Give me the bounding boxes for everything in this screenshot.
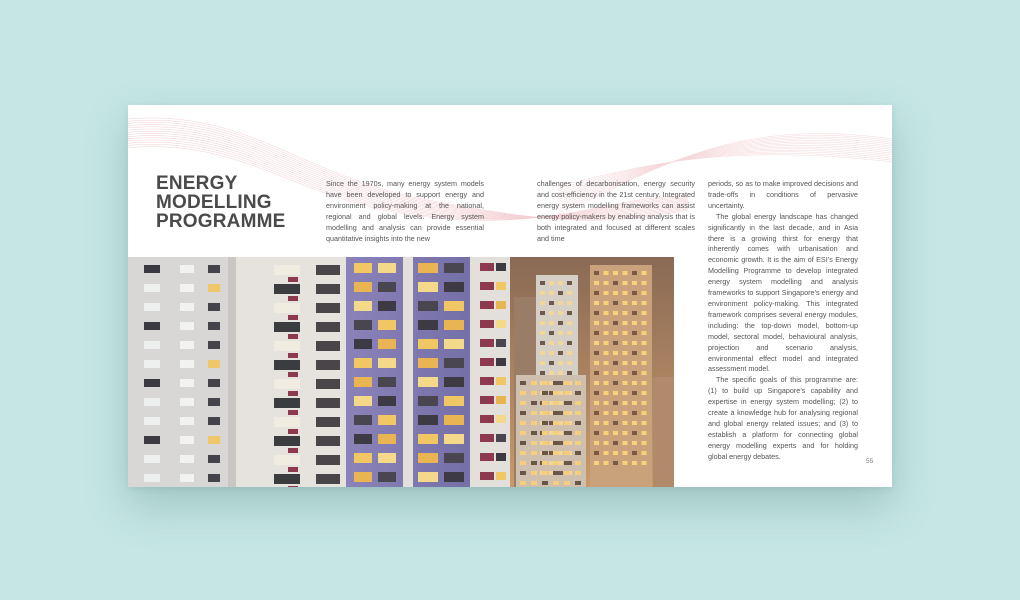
paragraph: periods, so as to make improved decisions and trade-offs in conditions of pervasive uncertainty. [708,179,858,210]
page-title [156,174,286,231]
title-line-1: ENERGY [156,173,238,194]
document-spread [128,105,892,487]
body-column-1: Since the 1970s, many energy system models have been developed to support energy and environment policy-making at the national, regional and global levels. Energy system modelling and analysis can provide essential quantitative insights into the new [326,179,484,243]
title-line-3: PROGRAMME [156,211,286,232]
body-column-3 [708,179,858,463]
paragraph: The global energy landscape has changed significantly in the last decade, and in Asia there is a growing thirst for energy that inherently comes with urbanisation and economic growth. It is the aim of ESI’s Energy Modelling Programme to develop integrated energy system modelling and analysis frameworks to support Singapore’s energy and environment policy-making. This integrated framework comprises several energy modules, including: the top-down model, bottom-up model, sectoral model, behavioural analysis, projection and scenario analysis, environmental effect model and integrated assessment model. [708,211,858,374]
title-line-2: MODELLING [156,192,272,213]
page-number: 55 [866,458,874,465]
paragraph: The specific goals of this programme are: (1) to build up Singapore’s capability and expertise in energy system modelling; (2) to create a knowledge hub for analysing regional and global energy related issues; and (3) to establish a platform for connecting global energy modelling experts and for holding global energy debates. [708,375,858,461]
body-column-2: challenges of decarbonisation, energy security and cost-efficiency in the 21st century. Integrated energy system modelling frameworks can assist energy policy-makers by enabling analysis that is both integrated and focused at different scales and time [537,179,695,243]
apartment-buildings-photo [128,257,674,487]
